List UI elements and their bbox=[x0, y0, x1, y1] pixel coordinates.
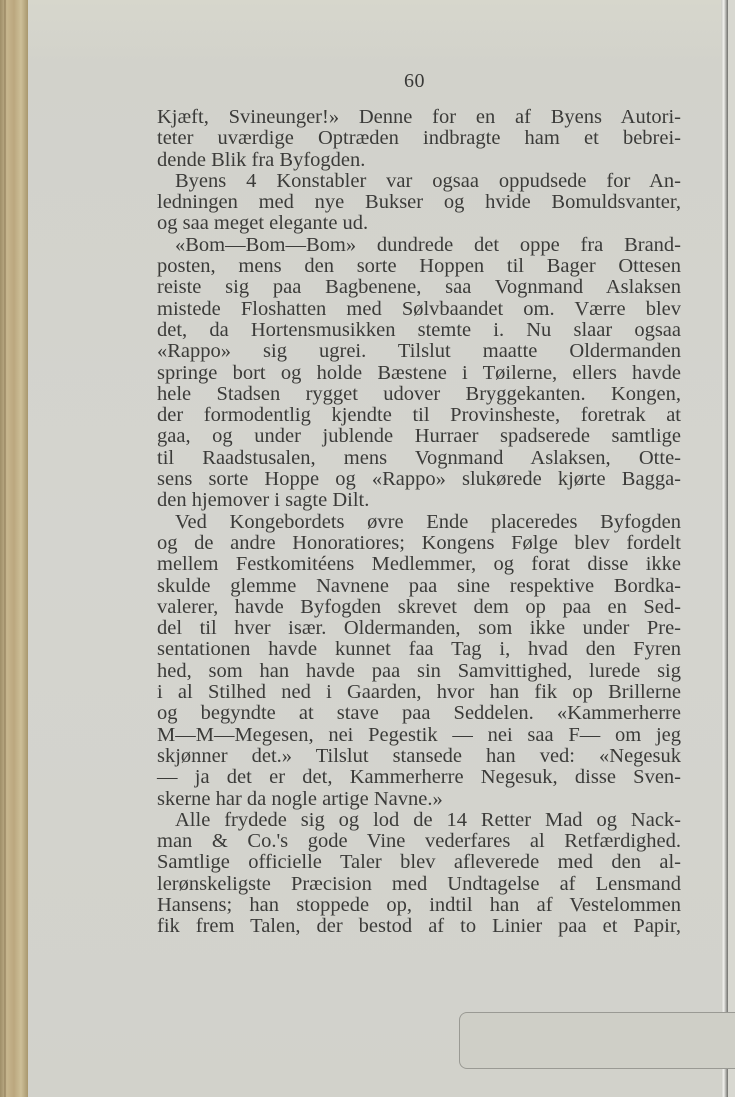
text-line: «Bom—Bom—Bom» dundrede det oppe fra Brand- bbox=[175, 233, 681, 256]
text-line: «Rappo» sig ugrei. Tilslut maatte Oldermanden bbox=[157, 340, 681, 363]
text-line: M—M—Megesen, nei Pegestik — nei saa F— om jeg bbox=[157, 723, 681, 746]
text-line: mistede Floshatten med Sølvbaandet om. Værre blev bbox=[157, 297, 681, 320]
text-line: lerønskeligste Præcision med Undtagelse af Lensmand bbox=[157, 872, 681, 895]
text-line: ledningen med nye Bukser og hvide Bomuldsvanter, bbox=[157, 191, 681, 214]
text-line: mellem Festkomitéens Medlemmer, og forat disse ikke bbox=[157, 553, 681, 576]
text-line: Byens 4 Konstabler var ogsaa oppudsede for An- bbox=[175, 169, 681, 192]
text-line: fik frem Talen, der bestod af to Linier paa et Papir, bbox=[157, 915, 681, 938]
page-tab-marker bbox=[459, 1012, 735, 1069]
text-line: valerer, havde Byfogden skrevet dem op paa en Sed- bbox=[157, 595, 681, 618]
text-line: hed, som han havde paa sin Samvittighed, lurede sig bbox=[157, 659, 681, 682]
text-line: dende Blik fra Byfogden. bbox=[157, 148, 366, 171]
book-binding bbox=[0, 0, 28, 1097]
text-line: springe bort og holde Bæstene i Tøilerne, ellers havde bbox=[157, 361, 681, 384]
text-line: det, da Hortensmusikken stemte i. Nu slaar ogsaa bbox=[157, 318, 681, 341]
text-line: i al Stilhed ned i Gaarden, hvor han fik op Brillerne bbox=[157, 681, 681, 704]
text-line: til Raadstusalen, mens Vognmand Aslaksen, Otte- bbox=[157, 446, 681, 469]
text-line: skjønner det.» Tilslut stansede han ved: «Negesuk bbox=[157, 744, 681, 767]
page-number: 60 bbox=[404, 70, 425, 92]
text-line: skulde glemme Navnene paa sine respektive Bordka- bbox=[157, 574, 681, 597]
text-line: Kjæft, Svineunger!» Denne for en af Byens Autori- bbox=[157, 106, 681, 128]
text-line: man & Co.'s gode Vine vederfares al Retfærdighed. bbox=[157, 830, 681, 853]
text-line: gaa, og under jublende Hurraer spadserede samtlige bbox=[157, 425, 681, 448]
text-line: sentationen havde kunnet faa Tag i, hvad den Fyren bbox=[157, 638, 681, 661]
text-line: — ja det er det, Kammerherre Negesuk, disse Sven- bbox=[157, 766, 681, 789]
text-line: skerne har da nogle artige Navne.» bbox=[157, 787, 443, 810]
page-edge bbox=[721, 0, 728, 1097]
body-text bbox=[157, 107, 681, 938]
text-line: Ved Kongebordets øvre Ende placeredes Byfogden bbox=[175, 510, 681, 533]
text-line: Samtlige officielle Taler blev afleverede med den al- bbox=[157, 851, 681, 874]
text-line: der formodentlig kjendte til Provinsheste, foretrak at bbox=[157, 404, 681, 427]
text-line: og saa meget elegante ud. bbox=[157, 212, 369, 235]
text-line: og begyndte at stave paa Seddelen. «Kammerherre bbox=[157, 702, 681, 725]
text-line: teter uværdige Optræden indbragte ham et bebrei- bbox=[157, 127, 681, 150]
text-line: og de andre Honoratiores; Kongens Følge blev fordelt bbox=[157, 531, 681, 554]
text-line: sens sorte Hoppe og «Rappo» slukørede kjørte Bagga- bbox=[157, 468, 681, 491]
text-line: Hansens; han stoppede op, indtil han af Vestelommen bbox=[157, 893, 681, 916]
text-line: Alle frydede sig og lod de 14 Retter Mad og Nack- bbox=[175, 808, 681, 831]
text-line: reiste sig paa Bagbenene, saa Vognmand Aslaksen bbox=[157, 276, 681, 299]
text-line: den hjemover i sagte Dilt. bbox=[157, 489, 370, 512]
text-line: hele Stadsen rygget udover Bryggekanten. Kongen, bbox=[157, 382, 681, 405]
text-line: posten, mens den sorte Hoppen til Bager Ottesen bbox=[157, 255, 681, 278]
text-line: del til hver især. Oldermanden, som ikke under Pre- bbox=[157, 617, 681, 640]
